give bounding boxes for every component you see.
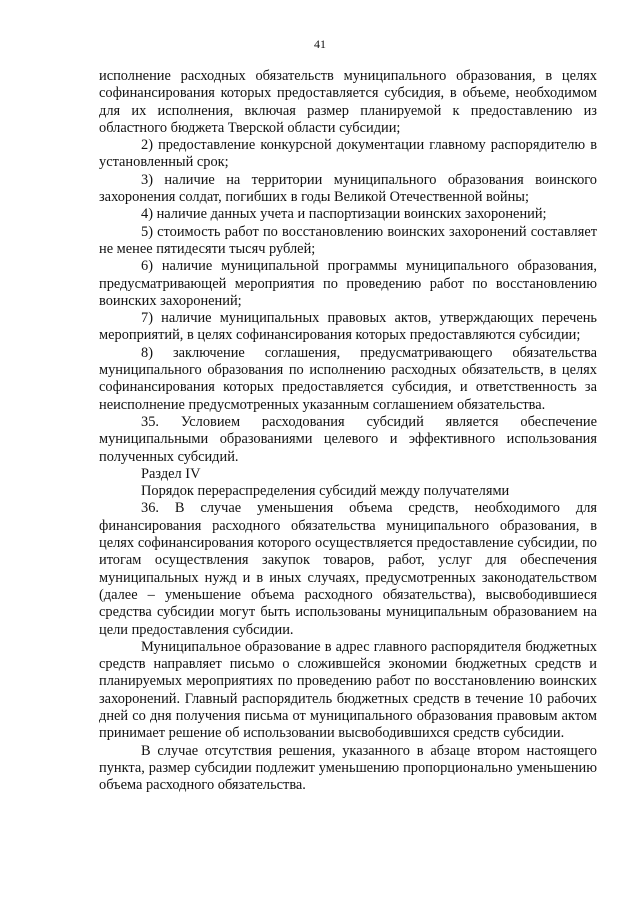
paragraph: 8) заключение соглашения, предусматривающего обязательства муниципального образования по исполнению расходных обязательств, в целях софинансирования которых предоставляется субсидия, и ответственность за неисполнение предусмотренных указанным соглашением обязательства. [99,344,597,413]
paragraph: исполнение расходных обязательств муниципального образования, в целях софинансирования которых предоставляется субсидия, в объеме, необходимом для их исполнения, включая размер планируемой к предоставлению из областного бюджета Тверской области субсидии; [99,68,597,136]
paragraph: 3) наличие на территории муниципального образования воинского захоронения солдат, погибших в годы Великой Отечественной войны; [99,171,597,206]
paragraph: 6) наличие муниципальной программы муниципального образования, предусматривающей мероприятия по проведению работ по восстановлению воинских захоронений; [99,258,597,309]
paragraph: 35. Условием расходования субсидий является обеспечение муниципальными образованиями целевого и эффективного использования полученных субсидий. [99,413,597,465]
paragraph: 4) наличие данных учета и паспортизации воинских захоронений; [141,206,547,223]
document-body [99,68,597,794]
page-number: 41 [314,37,326,51]
paragraph: 7) наличие муниципальных правовых актов, утверждающих перечень мероприятий, в целях софинансирования которых предоставляются субсидии; [99,310,597,344]
paragraph: 5) стоимость работ по восстановлению воинских захоронений составляет не менее пятидесяти тысяч рублей; [99,223,597,257]
paragraph: В случае отсутствия решения, указанного в абзаце втором настоящего пункта, размер субсидии подлежит уменьшению пропорционально уменьшению объема расходного обязательства. [99,742,597,794]
section-subtitle: Порядок перераспределения субсидий между получателями [141,483,510,500]
section-title: Раздел IV [141,465,201,482]
paragraph: Муниципальное образование в адрес главного распорядителя бюджетных средств направляет письмо о сложившейся экономии бюджетных средств и планируемых мероприятиях по проведению работ по восстановлению воинских захоронений. Главный распорядитель бюджетных средств в течение 10 рабочих дней со дня получения письма от муниципального образования правовым актом принимает решение об использовании высвободившихся средств субсидии. [99,638,597,742]
paragraph: 2) предоставление конкурсной документации главному распорядителю в установленный срок; [99,137,597,171]
paragraph: 36. В случае уменьшения объема средств, необходимого для финансирования расходного обязательства муниципального образования, в целях софинансирования которого осуществляется предоставление субсидии, по итогам осуществления закупок товаров, работ, услуг для обеспечения муниципальных нужд и в иных случаях, предусмотренных законодательством (далее – уменьшение объема расходного обязательства), высвободившиеся средства субсидии могут быть использованы муниципальным образованием на цели предоставления субсидии. [99,500,597,638]
